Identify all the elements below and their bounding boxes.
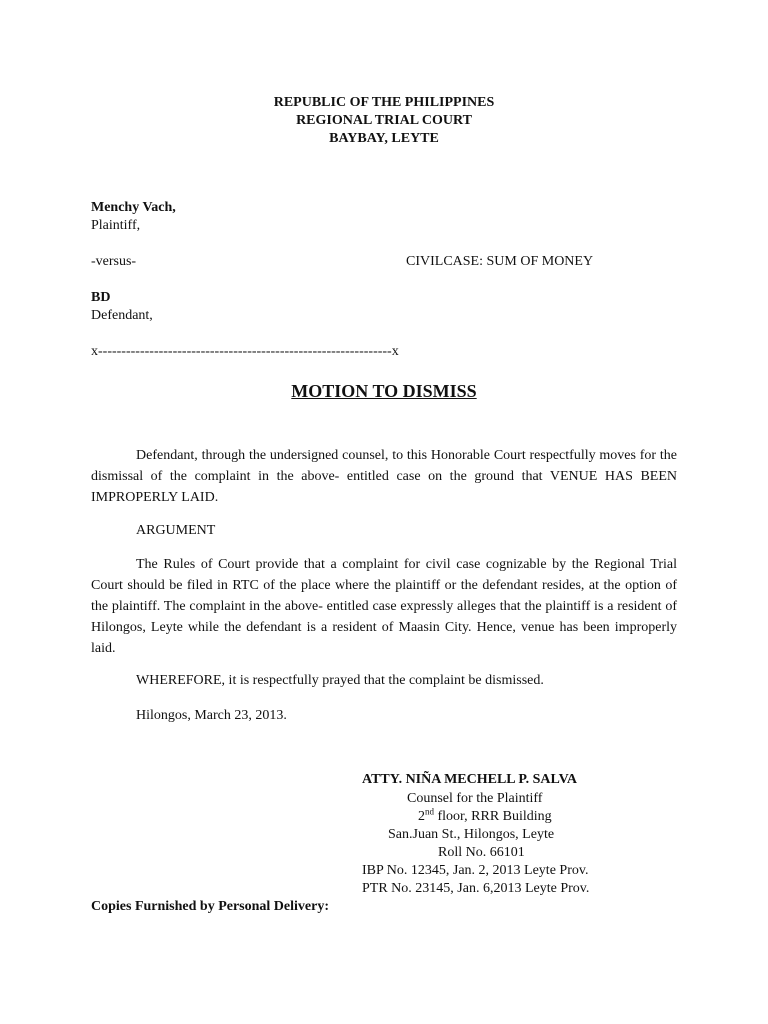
- argument-heading: ARGUMENT: [136, 523, 216, 538]
- plaintiff-name: Menchy Vach,: [91, 200, 176, 215]
- counsel-ibp: IBP No. 12345, Jan. 2, 2013 Leyte Prov.: [362, 863, 589, 878]
- case-title: CIVILCASE: SUM OF MONEY: [406, 254, 594, 269]
- document-title: MOTION TO DISMISS: [291, 381, 477, 401]
- floor-number: 2: [418, 809, 425, 824]
- argument-paragraph: The Rules of Court provide that a complaint for civil case cognizable by the Regional Trial Court should be filed in RTC of the place where the plaintiff or the defendant resides, at the option of the plaintiff. The complaint in the above- entitled case expressly alleges that the plaintiff is a resident of Hilongos, Leyte while the defendant is a resident of Maasin City. Hence, venue has been improperly laid.: [91, 557, 677, 656]
- floor-suffix: nd: [425, 806, 434, 817]
- prayer-paragraph: WHEREFORE, it is respectfully prayed that the complaint be dismissed.: [136, 673, 544, 688]
- counsel-street: San.Juan St., Hilongos, Leyte: [388, 827, 555, 842]
- header-court: REGIONAL TRIAL COURT: [296, 113, 472, 128]
- plaintiff-role: Plaintiff,: [91, 218, 141, 233]
- date-line: Hilongos, March 23, 2013.: [136, 708, 287, 723]
- defendant-role: Defendant,: [91, 308, 153, 323]
- caption-separator: x---------------------------------------------------------------x: [91, 344, 399, 359]
- floor-building: floor, RRR Building: [434, 809, 552, 824]
- copies-furnished: Copies Furnished by Personal Delivery:: [91, 899, 329, 914]
- counsel-name: ATTY. NIÑA MECHELL P. SALVA: [362, 772, 578, 787]
- header-location: BAYBAY, LEYTE: [329, 131, 439, 146]
- motion-paragraph: Defendant, through the undersigned counsel, to this Honorable Court respectfully moves for the dismissal of the complaint in the above- entitled case on the ground that VENUE HAS BEEN IMPROPERLY LAID.: [91, 448, 677, 505]
- court-header: [0, 94, 768, 148]
- versus-label: -versus-: [91, 254, 137, 269]
- counsel-roll: Roll No. 66101: [438, 845, 525, 860]
- counsel-role: Counsel for the Plaintiff: [407, 791, 543, 806]
- defendant-name: BD: [91, 290, 111, 305]
- counsel-ptr: PTR No. 23145, Jan. 6,2013 Leyte Prov.: [362, 881, 590, 896]
- header-republic: REPUBLIC OF THE PHILIPPINES: [273, 95, 495, 110]
